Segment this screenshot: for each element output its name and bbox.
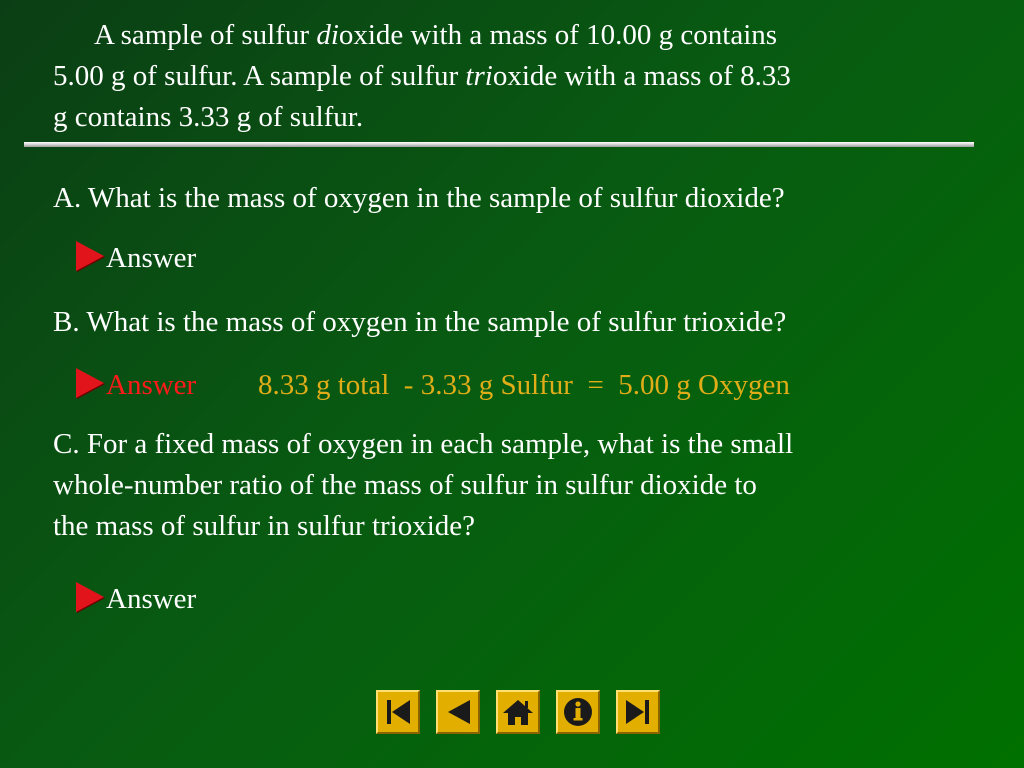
intro-line-2: 5.00 g of sulfur. A sample of sulfur trioxide with a mass of 8.33: [53, 60, 791, 92]
slide-navigation: [376, 690, 660, 738]
first-slide-button[interactable]: [376, 690, 420, 734]
previous-slide-icon: [438, 692, 478, 732]
intro-line-3: g contains 3.33 g of sulfur.: [53, 101, 364, 133]
play-arrow-icon: [76, 241, 104, 271]
answer-b-solution: 8.33 g total - 3.33 g Sulfur = 5.00 g Oxygen: [258, 369, 790, 401]
answer-a-label: Answer: [106, 242, 197, 274]
question-a: A. What is the mass of oxygen in the sample of sulfur dioxide?: [53, 182, 785, 214]
answer-c-button[interactable]: [76, 581, 196, 617]
info-button[interactable]: [556, 690, 600, 734]
answer-b-button[interactable]: [76, 367, 196, 403]
question-c-line-2: whole-number ratio of the mass of sulfur in sulfur dioxide to: [53, 469, 757, 501]
answer-c-label: Answer: [106, 583, 197, 615]
question-b: B. What is the mass of oxygen in the sample of sulfur trioxide?: [53, 306, 787, 338]
last-slide-icon: [618, 692, 658, 732]
question-c-line-3: the mass of sulfur in sulfur trioxide?: [53, 510, 476, 542]
problem-statement: [53, 15, 791, 138]
home-button[interactable]: [496, 690, 540, 734]
divider: [24, 142, 974, 147]
question-c: [53, 424, 793, 547]
answer-b-label: Answer: [106, 369, 197, 401]
question-c-line-1: C. For a fixed mass of oxygen in each sample, what is the small: [53, 428, 794, 460]
home-icon: [498, 692, 538, 732]
info-icon: [558, 692, 598, 732]
play-arrow-icon: [76, 582, 104, 612]
intro-line-1: A sample of sulfur dioxide with a mass of 10.00 g contains: [94, 19, 778, 51]
first-slide-icon: [378, 692, 418, 732]
previous-slide-button[interactable]: [436, 690, 480, 734]
answer-a-button[interactable]: [76, 240, 196, 276]
play-arrow-icon: [76, 368, 104, 398]
last-slide-button[interactable]: [616, 690, 660, 734]
